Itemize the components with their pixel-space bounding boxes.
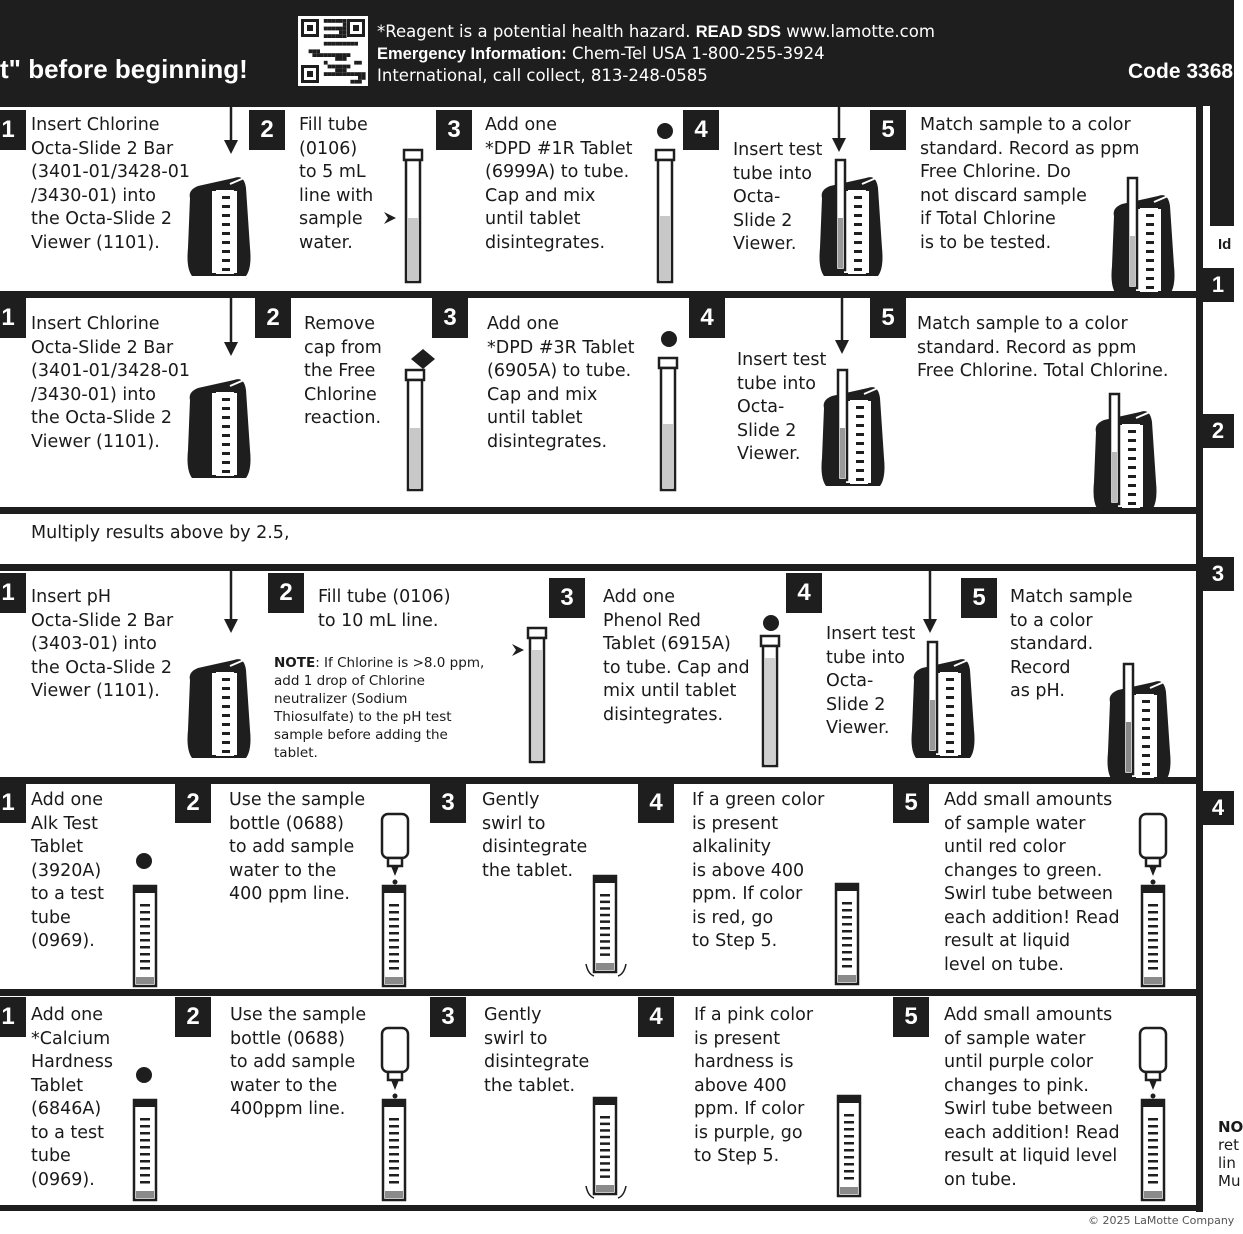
alkalinity-step-4-number: 4 [638, 783, 674, 823]
alkalinity-sample-bottle-icon [380, 812, 410, 888]
free-chlorine-tablet-icon [656, 122, 674, 140]
alkalinity-step-2-text: Use the sample bottle (0688) to add sample water to the 400 ppm line. [229, 790, 366, 904]
total-chlorine-octa-slide-viewer-icon [186, 360, 256, 484]
total-chlorine-tablet-icon [660, 330, 678, 348]
right-note-2: ret [1218, 1136, 1239, 1154]
alkalinity-step-3-number: 3 [430, 783, 466, 823]
free-chlorine-step-1-number: 1 [0, 110, 26, 150]
right-panel-header-block [1210, 106, 1234, 226]
total-chlorine-viewer-with-tube-icon [820, 368, 890, 496]
total-chlorine-step-4-number: 4 [689, 298, 725, 338]
ph-octa-slide-viewer-icon [186, 640, 256, 768]
total-chlorine-step-3-text: Add one *DPD #3R Tablet (6905A) to tube. Cap and mix until tablet disintegrates. [487, 314, 635, 452]
total-chlorine-step-1-number: 1 [0, 298, 26, 338]
hardness-step-5-text: Add small amounts of sample water until purple color changes to pink. Swirl tube between each addition! Read result at liquid level on tube. [944, 1005, 1120, 1190]
alkalinity-step-1-number: 1 [0, 783, 26, 823]
ph-step-3-number: 3 [549, 578, 585, 618]
ph-viewer-arrow-icon [223, 571, 241, 633]
hardness-swirl-tube-icon [584, 1098, 628, 1202]
ph-match-viewer-icon [1106, 662, 1176, 772]
total-chlorine-step-2-text: Remove cap from the Free Chlorine reaction. [304, 314, 382, 428]
free-chlorine-fill-arrow-icon [384, 212, 398, 224]
hardness-step-2-text: Use the sample bottle (0688) to add sample water to the 400ppm line. [230, 1005, 367, 1119]
total-chlorine-tube-with-tablet-icon [657, 358, 681, 492]
total-chlorine-step-5-number: 5 [870, 298, 906, 338]
ph-step-4-number: 4 [786, 573, 822, 613]
ph-insert-arrow-icon [922, 571, 940, 633]
free-chlorine-insert-arrow-icon [831, 106, 849, 152]
hardness-step-1-number: 1 [0, 997, 26, 1037]
bottom-rule [0, 1205, 1196, 1211]
ph-step-5-text: Match sample to a color standard. Record as pH. [1010, 587, 1133, 701]
right-note-4: Mu [1218, 1172, 1241, 1190]
hardness-sample-bottle-icon [380, 1026, 410, 1102]
read-sds-label: READ SDS [695, 23, 781, 41]
hardness-titration-tube-icon [1140, 1100, 1166, 1200]
right-note-3: lin [1218, 1154, 1236, 1172]
ph-tube-with-tablet-icon [759, 636, 783, 768]
hardness-titration-bottle-icon [1138, 1026, 1168, 1102]
hardness-step-3-text: Gently swirl to disintegrate the tablet. [484, 1005, 590, 1096]
total-chlorine-step-3-number: 3 [432, 298, 468, 338]
emergency-label: Emergency Information: [377, 45, 567, 63]
alkalinity-step-2-number: 2 [175, 783, 211, 823]
qr-code-icon[interactable] [298, 16, 368, 86]
right-step-num-2: 2 [1202, 414, 1234, 448]
total-chlorine-step-2-number: 2 [255, 298, 291, 338]
ph-tube-icon [526, 628, 550, 764]
copyright: © 2025 LaMotte Company [1088, 1214, 1235, 1227]
right-id-label: Id [1218, 236, 1232, 253]
alkalinity-step-1-text: Add one Alk Test Tablet (3920A) to a test tube (0969). [31, 790, 105, 951]
right-note-1: NO [1218, 1118, 1243, 1136]
free-chlorine-viewer-with-tube-icon [818, 158, 888, 286]
sds-info [377, 21, 935, 87]
alkalinity-step-5-text: Add small amounts of sample water until red color changes to green. Swirl tube between each addition! Read result at liquid level on tube. [944, 790, 1120, 975]
hardness-step-5-number: 5 [893, 997, 929, 1037]
free-chlorine-step-3-text: Add one *DPD #1R Tablet (6999A) to tube. Cap and mix until tablet disintegrates. [485, 115, 633, 253]
website-link[interactable]: www.lamotte.com [781, 22, 935, 41]
free-chlorine-step-4-number: 4 [683, 110, 719, 150]
hardness-step-4-text: If a pink color is present hardness is above 400 ppm. If color is purple, go to Step 5. [694, 1005, 814, 1166]
ph-step-1-number: 1 [0, 573, 26, 613]
hardness-step-1-text: Add one *Calcium Hardness Tablet (6846A) to a test tube (0969). [31, 1005, 113, 1190]
ph-tablet-icon [762, 614, 780, 632]
total-chlorine-match-viewer-icon [1092, 392, 1162, 502]
alkalinity-filled-tube-icon [381, 886, 407, 986]
header-title: t" before beginning! [0, 54, 248, 84]
ph-neutralizer-note: NOTE: If Chlorine is >8.0 ppm, add 1 drop of Chlorine neutralizer (Sodium Thiosulfate) to the pH test sample before adding the tablet. [274, 655, 485, 761]
hardness-step-2-number: 2 [175, 997, 211, 1037]
alkalinity-swirl-tube-icon [584, 876, 628, 980]
hardness-step-3-number: 3 [430, 997, 466, 1037]
total-chlorine-tube-icon [404, 370, 428, 492]
total-chlorine-step-1-text: Insert Chlorine Octa-Slide 2 Bar (3401-01/3428-01 /3430-01) into the Octa-Slide 2 Viewer (1101). [31, 314, 190, 452]
ph-step-4-text: Insert test tube into Octa- Slide 2 Viewer. [826, 624, 916, 738]
ph-step-1-text: Insert pH Octa-Slide 2 Bar (3403-01) into the Octa-Slide 2 Viewer (1101). [31, 587, 174, 701]
total-chlorine-viewer-arrow-icon [223, 298, 241, 356]
ph-step-5-number: 5 [961, 578, 997, 618]
free-chlorine-step-5-text: Match sample to a color standard. Record as ppm Free Chlorine. Do not discard sample if Total Chlorine is to be tested. [920, 115, 1140, 253]
header-bar [0, 0, 1234, 106]
alkalinity-test-tube-icon [132, 886, 158, 986]
right-step-num-4: 4 [1202, 791, 1234, 825]
ph-step-2-text: Fill tube (0106) to 10 mL line. [318, 587, 451, 631]
free-chlorine-tube-with-tablet-icon [654, 150, 678, 284]
free-chlorine-step-2-number: 2 [249, 110, 285, 150]
sds-hazard-text: *Reagent is a potential health hazard. [377, 22, 696, 41]
alkalinity-step-4-text: If a green color is present alkalinity is above 400 ppm. If color is red, go to Step 5. [692, 790, 825, 951]
free-chlorine-tube-icon [402, 150, 426, 284]
total-chlorine-step-5-text: Match sample to a color standard. Record as ppm Free Chlorine. Total Chlorine. [917, 314, 1169, 381]
alkalinity-tablet-icon [135, 852, 153, 870]
alkalinity-titration-bottle-icon [1138, 812, 1168, 888]
hardness-step-4-number: 4 [638, 997, 674, 1037]
alkalinity-step-5-number: 5 [893, 783, 929, 823]
ph-step-2-number: 2 [268, 573, 304, 613]
product-code: Code 3368 [1128, 60, 1234, 83]
alkalinity-step-3-text: Gently swirl to disintegrate the tablet. [482, 790, 588, 881]
hardness-tablet-icon [135, 1066, 153, 1084]
free-chlorine-match-viewer-icon [1110, 176, 1180, 286]
free-chlorine-step-3-number: 3 [436, 110, 472, 150]
free-chlorine-step-4-text: Insert test tube into Octa- Slide 2 Viewer. [733, 140, 823, 254]
hardness-test-tube-icon [132, 1100, 158, 1200]
total-chlorine-cap-icon [410, 348, 436, 370]
total-chlorine-insert-arrow-icon [834, 298, 852, 354]
ph-viewer-with-tube-icon [910, 640, 980, 772]
total-chlorine-step-4-text: Insert test tube into Octa- Slide 2 Viewer. [737, 350, 827, 464]
alkalinity-titration-tube-icon [1140, 886, 1166, 986]
right-step-num-3: 3 [1202, 557, 1234, 591]
international-phone: International, call collect, 813-248-0585 [377, 66, 708, 85]
free-chlorine-step-1-text: Insert Chlorine Octa-Slide 2 Bar (3401-01/3428-01 /3430-01) into the Octa-Slide 2 Viewer (1101). [31, 115, 190, 253]
free-chlorine-step-5-number: 5 [870, 110, 906, 150]
emergency-phone: Chem-Tel USA 1-800-255-3924 [566, 44, 825, 63]
free-chlorine-octa-slide-viewer-icon [186, 158, 256, 282]
right-step-num-1: 1 [1202, 268, 1234, 302]
ph-step-3-text: Add one Phenol Red Tablet (6915A) to tube. Cap and mix until tablet disintegrates. [603, 587, 750, 725]
hardness-result-tube-icon [836, 1096, 862, 1196]
free-chlorine-step-2-text: Fill tube (0106) to 5 mL line with sample water. [299, 115, 374, 253]
ph-fill-arrow-icon [512, 644, 526, 656]
free-chlorine-viewer-arrow-icon [223, 106, 241, 154]
hardness-filled-tube-icon [381, 1100, 407, 1200]
alkalinity-result-tube-icon [834, 884, 860, 984]
multiply-note: Multiply results above by 2.5, [31, 523, 290, 543]
